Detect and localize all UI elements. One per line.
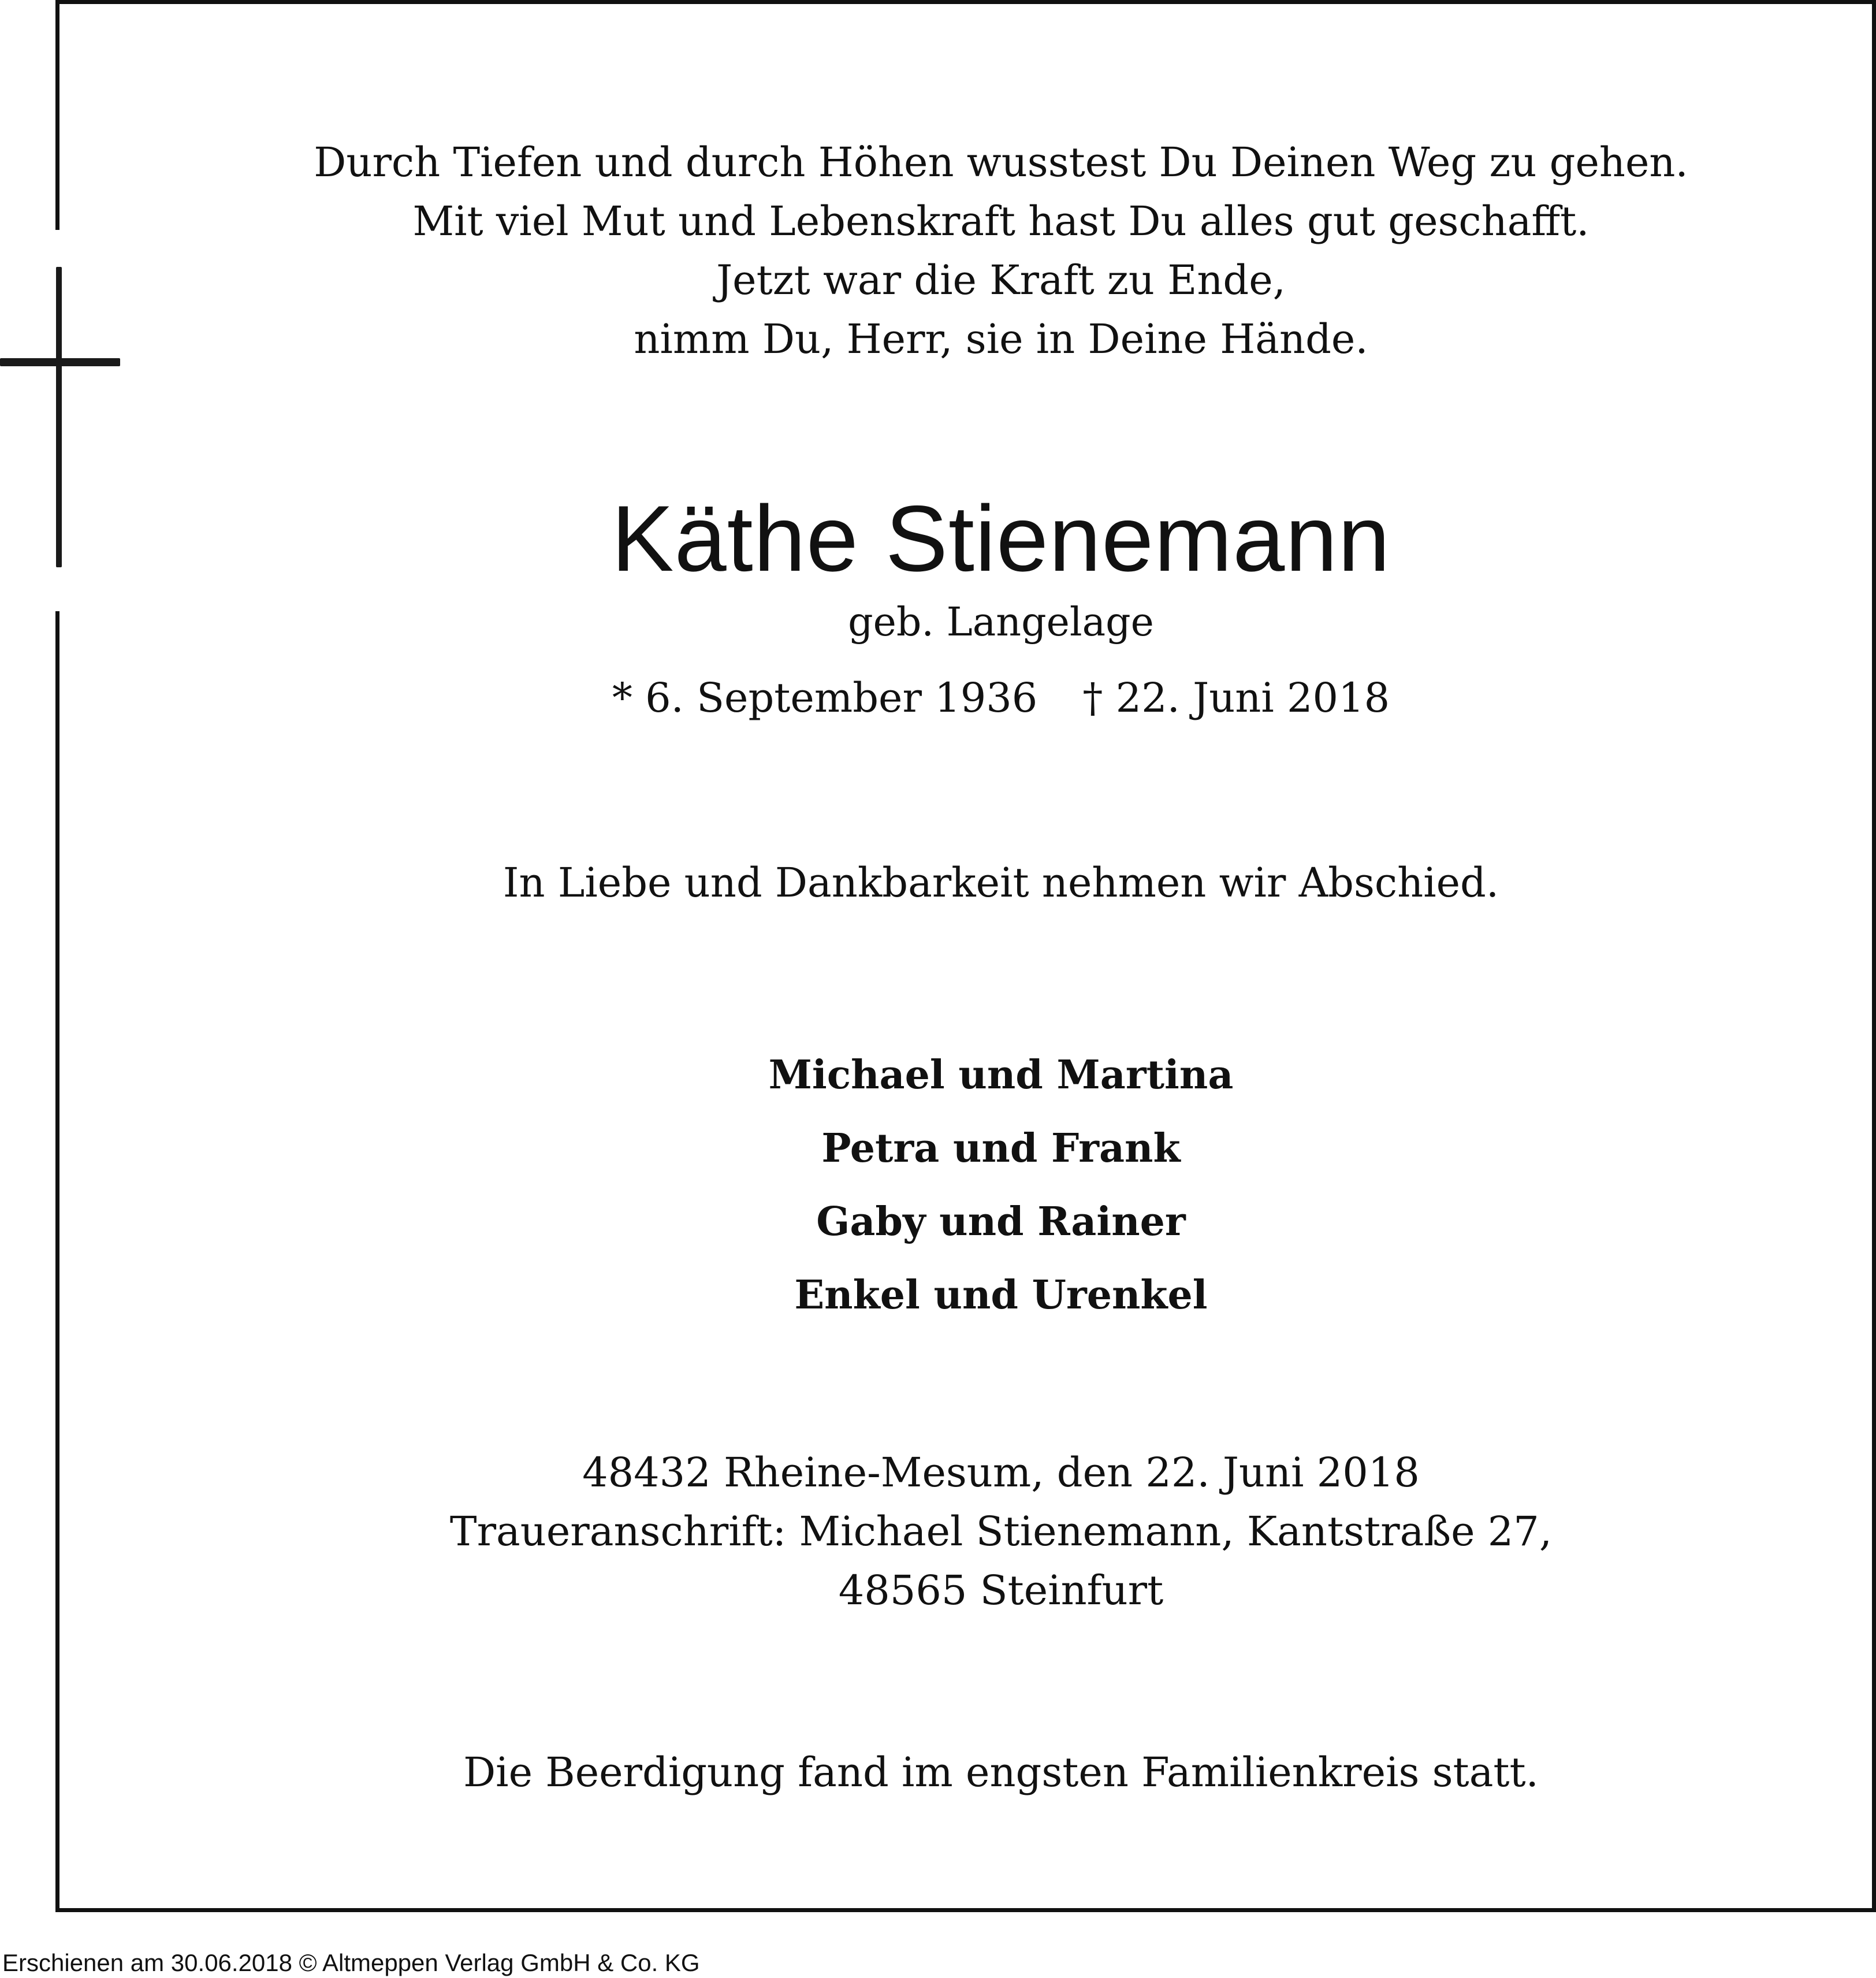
- address-line: 48432 Rheine-Mesum, den 22. Juni 2018: [582, 1449, 1420, 1496]
- mourner-entry: Petra und Frank: [821, 1125, 1181, 1172]
- mourning-address: [55, 1443, 1876, 1620]
- mourner-entry: Gaby und Rainer: [816, 1199, 1186, 1245]
- deceased-name: Käthe Stienemann: [611, 486, 1391, 591]
- address-line: 48565 Steinfurt: [838, 1567, 1164, 1614]
- verse-line: nimm Du, Herr, sie in Deine Hände.: [634, 315, 1368, 363]
- mourner-entry: Michael und Martina: [768, 1052, 1234, 1098]
- mourner-entry: Enkel und Urenkel: [794, 1272, 1208, 1318]
- mourners-list: [55, 1039, 1876, 1332]
- address-line: Traueranschrift: Michael Stienemann, Kantstraße 27,: [449, 1508, 1553, 1555]
- birth-date: * 6. September 1936: [612, 674, 1038, 722]
- frame-top-border: [55, 0, 1876, 4]
- verse-line: Jetzt war die Kraft zu Ende,: [716, 256, 1286, 304]
- burial-note: Die Beerdigung fand im engsten Familienkreis statt.: [463, 1749, 1539, 1796]
- maiden-name: geb. Langelage: [848, 600, 1154, 645]
- frame-bottom-border: [55, 1908, 1876, 1912]
- verse-line: Mit viel Mut und Lebenskraft hast Du alles gut geschafft.: [412, 198, 1590, 245]
- publication-footer: Erschienen am 30.06.2018 © Altmeppen Verlag GmbH & Co. KG: [2, 1949, 700, 1976]
- verse: [55, 133, 1876, 369]
- farewell-text: In Liebe und Dankbarkeit nehmen wir Abschied.: [502, 859, 1499, 906]
- verse-line: Durch Tiefen und durch Höhen wusstest Du Deinen Weg zu gehen.: [314, 139, 1688, 186]
- death-date: † 22. Juni 2018: [1082, 674, 1390, 722]
- life-dates: [55, 670, 1876, 726]
